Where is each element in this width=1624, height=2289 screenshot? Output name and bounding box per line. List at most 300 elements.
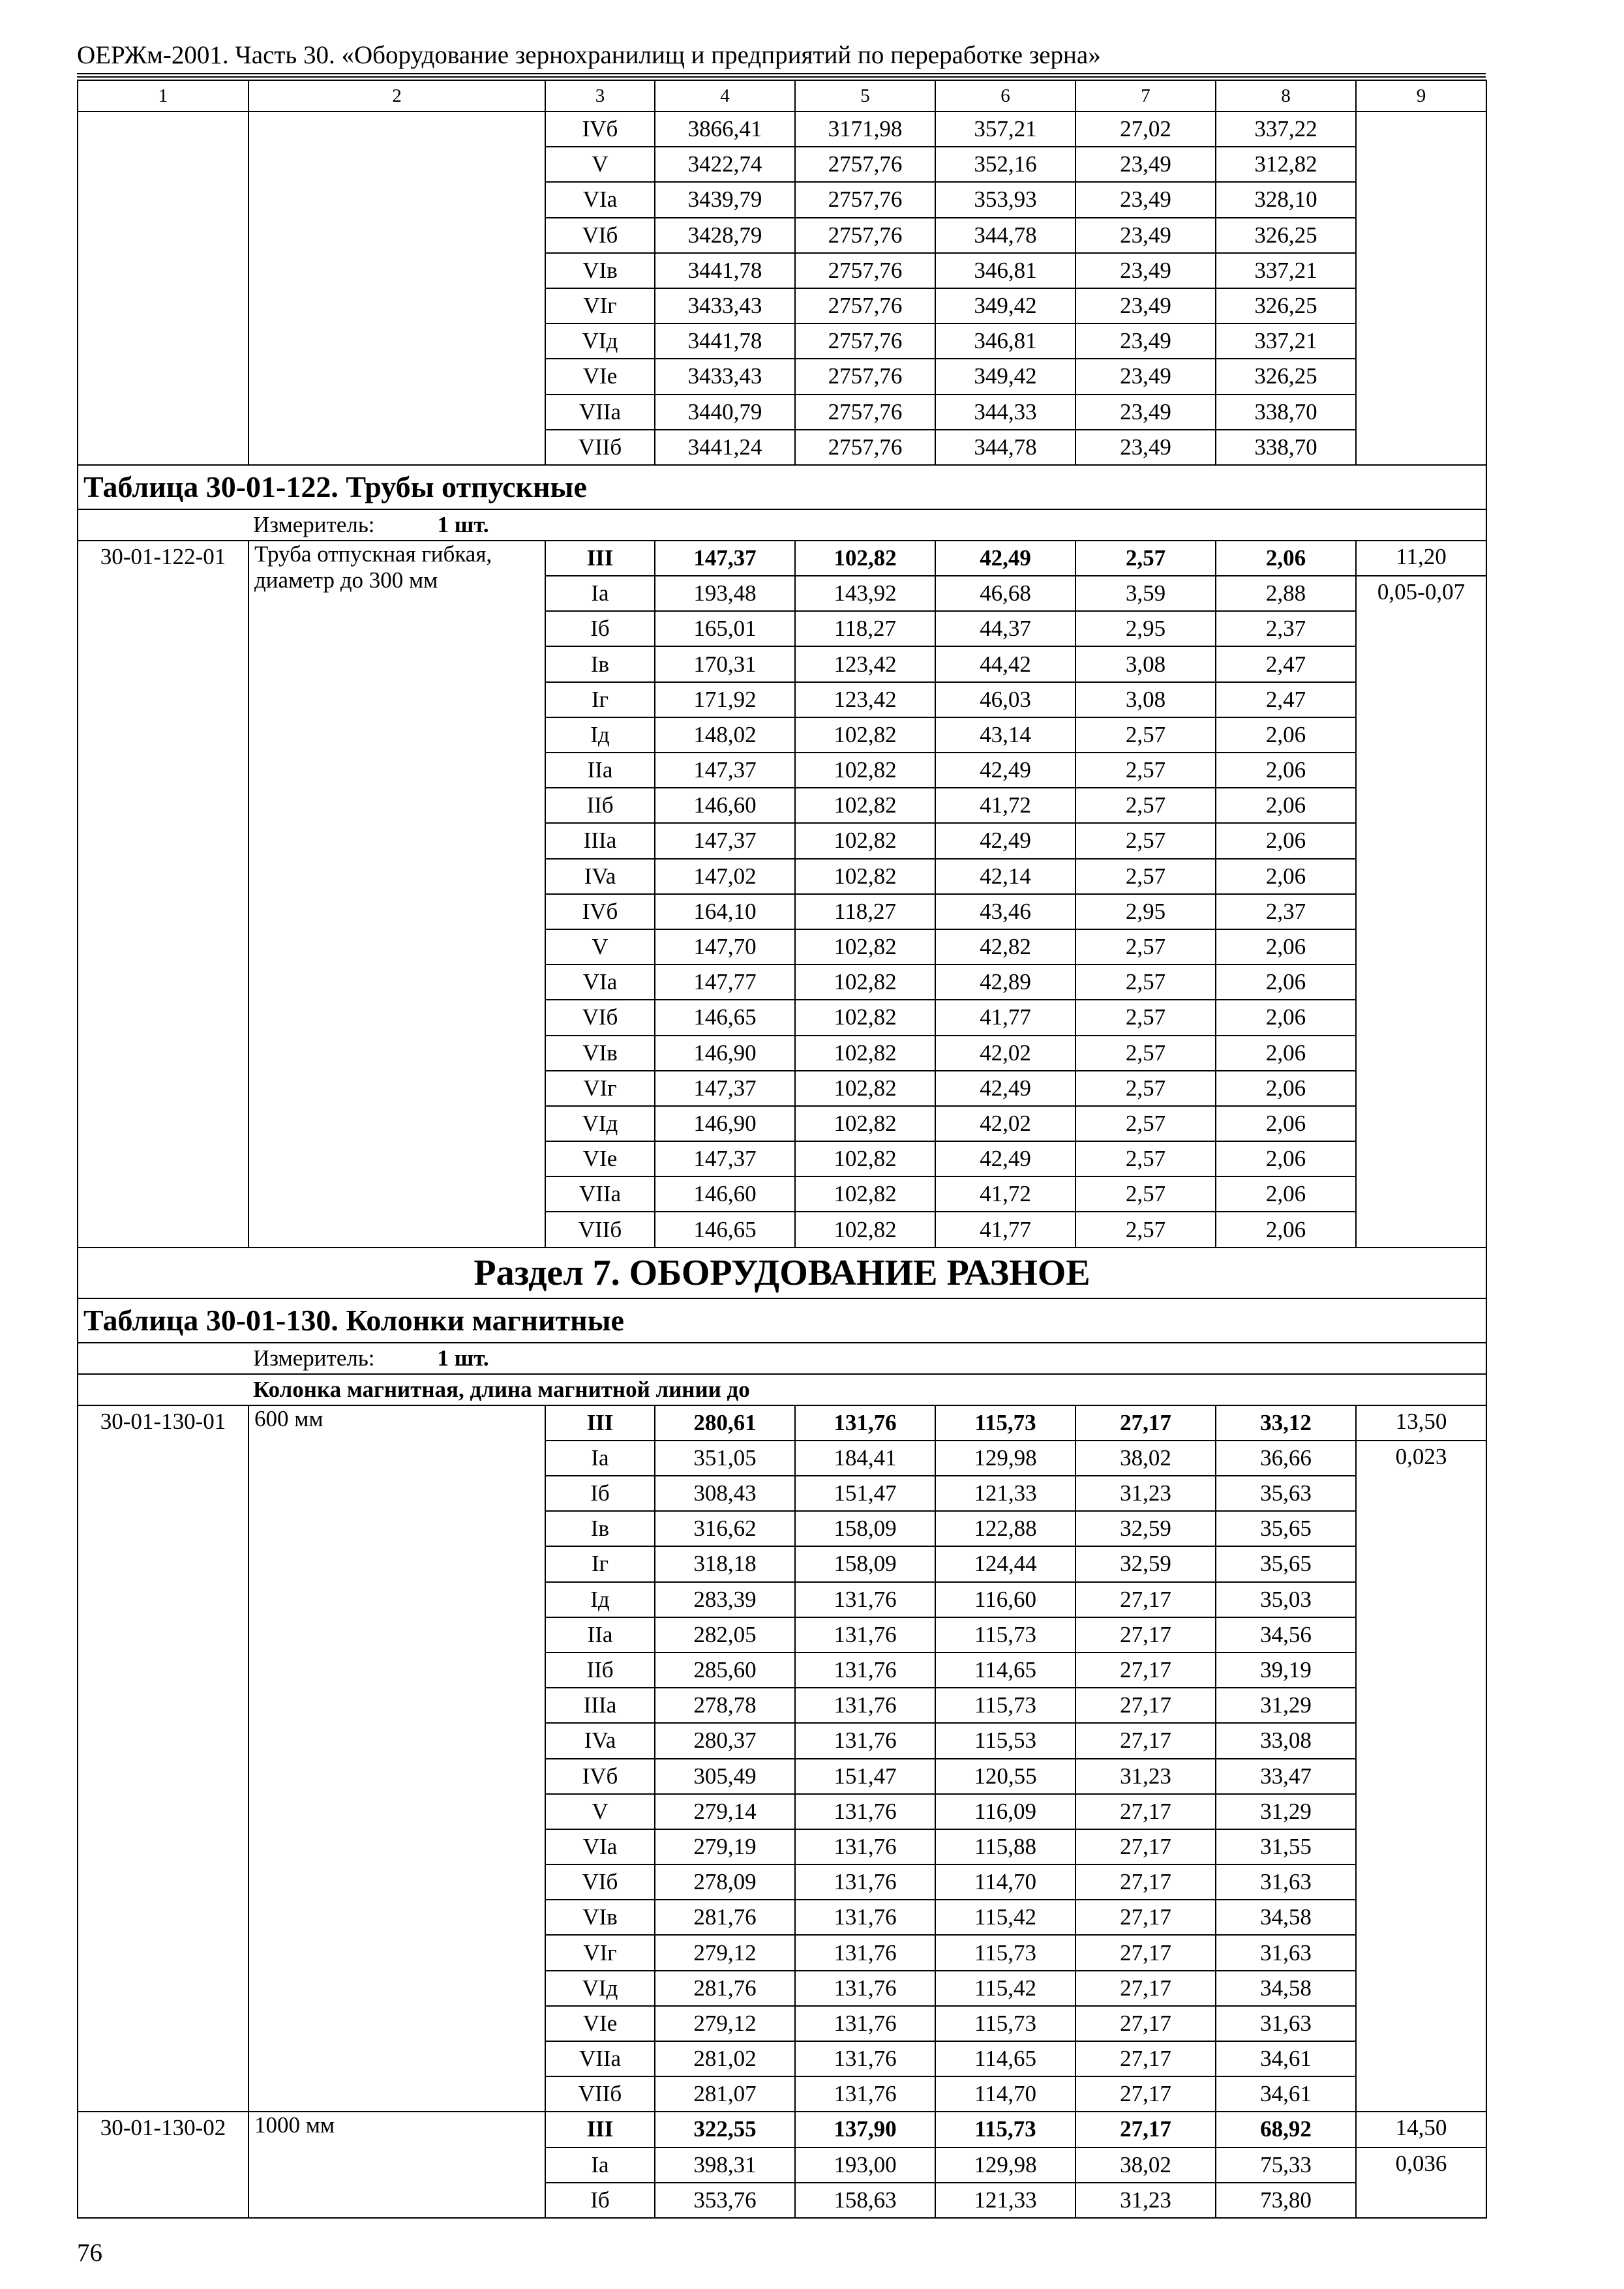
value-cell: 102,82 — [795, 965, 935, 1000]
value-cell: 158,09 — [795, 1546, 935, 1581]
value-cell: 33,08 — [1216, 1723, 1356, 1758]
section-title-row — [78, 1248, 1486, 1298]
value-cell: 102,82 — [795, 1212, 935, 1247]
value-cell: 131,76 — [795, 1794, 935, 1829]
value-cell: 3433,43 — [655, 359, 795, 394]
zone-code: VIб — [545, 218, 655, 253]
value-cell: 2,57 — [1075, 1000, 1216, 1035]
value-cell: 326,25 — [1216, 359, 1356, 394]
value-cell: 349,42 — [935, 359, 1075, 394]
value-cell: 351,05 — [655, 1441, 795, 1476]
price-table — [77, 80, 1486, 2219]
value-cell: 44,42 — [935, 646, 1075, 681]
value-cell: 2,06 — [1216, 788, 1356, 823]
value-cell: 27,17 — [1075, 1688, 1216, 1723]
value-cell: 38,02 — [1075, 2147, 1216, 2183]
value-cell: 41,77 — [935, 1212, 1075, 1247]
zone-code: VIe — [545, 1141, 655, 1176]
value-cell: 27,17 — [1075, 1971, 1216, 2006]
value-cell: 146,60 — [655, 788, 795, 823]
item-code: 30-01-122-01 — [78, 541, 248, 1248]
zone-code: VIa — [545, 965, 655, 1000]
value-cell: 42,14 — [935, 859, 1075, 894]
value-cell: 280,61 — [655, 1405, 795, 1441]
meter-label: Измеритель: — [253, 511, 375, 537]
value-cell: 2,57 — [1075, 541, 1216, 576]
value-cell: 27,17 — [1075, 1864, 1216, 1900]
value-cell: 131,76 — [795, 1935, 935, 1970]
value-cell: 2,95 — [1075, 894, 1216, 929]
value-cell: 75,33 — [1216, 2147, 1356, 2183]
value-cell: 3441,24 — [655, 430, 795, 465]
value-cell: 35,03 — [1216, 1582, 1356, 1617]
value-cell: 114,65 — [935, 2041, 1075, 2076]
item-code: 30-01-130-01 — [78, 1405, 248, 2112]
value-cell: 3441,78 — [655, 323, 795, 359]
value-cell: 2,06 — [1216, 859, 1356, 894]
note-cell: 11,20 — [1356, 541, 1486, 576]
value-cell: 282,05 — [655, 1617, 795, 1653]
zone-code: Iв — [545, 1511, 655, 1546]
value-cell: 39,19 — [1216, 1653, 1356, 1688]
value-cell: 131,76 — [795, 1688, 935, 1723]
value-cell: 193,00 — [795, 2147, 935, 2183]
value-cell: 2,57 — [1075, 929, 1216, 965]
value-cell: 316,62 — [655, 1511, 795, 1546]
value-cell: 42,49 — [935, 823, 1075, 858]
value-cell: 2,47 — [1216, 682, 1356, 717]
zone-code: VIд — [545, 323, 655, 359]
value-cell: 116,09 — [935, 1794, 1075, 1829]
column-number: 1 — [78, 80, 248, 112]
value-cell: 27,17 — [1075, 2041, 1216, 2076]
zone-code: IIa — [545, 753, 655, 788]
zone-code: VIд — [545, 1971, 655, 2006]
value-cell: 102,82 — [795, 1071, 935, 1106]
zone-code: IIб — [545, 1653, 655, 1688]
zone-code: V — [545, 929, 655, 965]
value-cell: 35,65 — [1216, 1511, 1356, 1546]
zone-code: VIг — [545, 1935, 655, 1970]
value-cell: 312,82 — [1216, 147, 1356, 182]
value-cell: 32,59 — [1075, 1546, 1216, 1581]
value-cell: 27,17 — [1075, 2076, 1216, 2112]
value-cell: 115,73 — [935, 2006, 1075, 2041]
value-cell: 147,70 — [655, 929, 795, 965]
note-cell: 14,50 — [1356, 2112, 1486, 2147]
note-cell: 0,036 — [1356, 2147, 1486, 2218]
value-cell: 115,73 — [935, 1688, 1075, 1723]
value-cell: 2,06 — [1216, 965, 1356, 1000]
value-cell: 137,90 — [795, 2112, 935, 2147]
value-cell: 31,63 — [1216, 2006, 1356, 2041]
table-row — [78, 112, 1486, 147]
zone-code: VIa — [545, 182, 655, 217]
value-cell: 337,21 — [1216, 323, 1356, 359]
value-cell: 279,14 — [655, 1794, 795, 1829]
column-number: 5 — [795, 80, 935, 112]
value-cell: 285,60 — [655, 1653, 795, 1688]
value-cell: 31,23 — [1075, 1759, 1216, 1794]
value-cell: 318,18 — [655, 1546, 795, 1581]
zone-code: Iд — [545, 717, 655, 753]
note-cell — [1356, 112, 1486, 465]
value-cell: 35,63 — [1216, 1476, 1356, 1511]
value-cell: 279,19 — [655, 1829, 795, 1864]
value-cell: 124,44 — [935, 1546, 1075, 1581]
value-cell: 42,82 — [935, 929, 1075, 965]
value-cell: 3441,78 — [655, 253, 795, 288]
value-cell: 2,06 — [1216, 1212, 1356, 1247]
value-cell: 146,60 — [655, 1176, 795, 1212]
value-cell: 2,06 — [1216, 1141, 1356, 1176]
zone-code: VIд — [545, 1106, 655, 1141]
value-cell: 123,42 — [795, 646, 935, 681]
value-cell: 27,17 — [1075, 1653, 1216, 1688]
value-cell: 114,70 — [935, 1864, 1075, 1900]
table-title-row — [78, 465, 1486, 509]
value-cell: 2,57 — [1075, 1071, 1216, 1106]
value-cell: 129,98 — [935, 2147, 1075, 2183]
zone-code: VIб — [545, 1864, 655, 1900]
item-name: 1000 мм — [248, 2112, 545, 2218]
item-name: Труба отпускная гибкая, диаметр до 300 мм — [248, 541, 545, 1248]
value-cell: 129,98 — [935, 1441, 1075, 1476]
zone-code: Iг — [545, 682, 655, 717]
value-cell: 102,82 — [795, 753, 935, 788]
meter-row — [78, 509, 1486, 541]
zone-code: IVa — [545, 1723, 655, 1758]
value-cell: 165,01 — [655, 611, 795, 646]
value-cell: 2,95 — [1075, 611, 1216, 646]
value-cell: 116,60 — [935, 1582, 1075, 1617]
value-cell: 3440,79 — [655, 395, 795, 430]
value-cell: 43,46 — [935, 894, 1075, 929]
value-cell: 23,49 — [1075, 147, 1216, 182]
value-cell: 2757,76 — [795, 395, 935, 430]
value-cell: 3,08 — [1075, 682, 1216, 717]
zone-code: Iб — [545, 1476, 655, 1511]
value-cell: 2,06 — [1216, 1036, 1356, 1071]
value-cell: 115,73 — [935, 1935, 1075, 1970]
value-cell: 27,17 — [1075, 1829, 1216, 1864]
value-cell: 2,47 — [1216, 646, 1356, 681]
value-cell: 27,17 — [1075, 1582, 1216, 1617]
value-cell: 2,57 — [1075, 753, 1216, 788]
value-cell: 281,76 — [655, 1971, 795, 2006]
value-cell: 31,63 — [1216, 1864, 1356, 1900]
value-cell: 337,21 — [1216, 253, 1356, 288]
zone-code: VIб — [545, 1000, 655, 1035]
value-cell: 131,76 — [795, 1829, 935, 1864]
value-cell: 33,47 — [1216, 1759, 1356, 1794]
value-cell: 146,90 — [655, 1036, 795, 1071]
value-cell: 338,70 — [1216, 395, 1356, 430]
zone-code: Iд — [545, 1582, 655, 1617]
value-cell: 164,10 — [655, 894, 795, 929]
zone-code: V — [545, 1794, 655, 1829]
value-cell: 68,92 — [1216, 2112, 1356, 2147]
zone-code: VIIб — [545, 2076, 655, 2112]
zone-code: IVб — [545, 894, 655, 929]
value-cell: 115,88 — [935, 1829, 1075, 1864]
value-cell: 147,37 — [655, 1141, 795, 1176]
zone-code: VIв — [545, 1036, 655, 1071]
value-cell: 146,90 — [655, 1106, 795, 1141]
value-cell: 281,07 — [655, 2076, 795, 2112]
value-cell: 308,43 — [655, 1476, 795, 1511]
value-cell: 121,33 — [935, 1476, 1075, 1511]
zone-code: VIIб — [545, 430, 655, 465]
value-cell: 41,72 — [935, 788, 1075, 823]
zone-code: VIIa — [545, 2041, 655, 2076]
item-code: 30-01-130-02 — [78, 2112, 248, 2218]
column-number: 3 — [545, 80, 655, 112]
value-cell: 2757,76 — [795, 218, 935, 253]
zone-code: IIIa — [545, 1688, 655, 1723]
value-cell: 338,70 — [1216, 430, 1356, 465]
value-cell: 102,82 — [795, 717, 935, 753]
value-cell: 147,77 — [655, 965, 795, 1000]
value-cell: 44,37 — [935, 611, 1075, 646]
value-cell: 2,06 — [1216, 753, 1356, 788]
value-cell: 131,76 — [795, 2041, 935, 2076]
meter — [78, 509, 1486, 541]
value-cell: 27,02 — [1075, 112, 1216, 147]
note-cell: 0,05-0,07 — [1356, 576, 1486, 1248]
value-cell: 46,68 — [935, 576, 1075, 611]
value-cell: 2,06 — [1216, 717, 1356, 753]
value-cell: 2,06 — [1216, 1106, 1356, 1141]
value-cell: 102,82 — [795, 859, 935, 894]
value-cell: 2,57 — [1075, 1036, 1216, 1071]
value-cell: 115,42 — [935, 1900, 1075, 1935]
value-cell: 2,06 — [1216, 1000, 1356, 1035]
zone-code: Iб — [545, 2183, 655, 2218]
zone-code: VIг — [545, 288, 655, 323]
value-cell: 2,57 — [1075, 1141, 1216, 1176]
value-cell: 34,58 — [1216, 1971, 1356, 2006]
page-header: ОЕРЖм-2001. Часть 30. «Оборудование зернохранилищ и предприятий по переработке зерна» — [77, 41, 1101, 69]
value-cell: 337,22 — [1216, 112, 1356, 147]
table-title: Таблица 30-01-130. Колонки магнитные — [78, 1298, 1486, 1343]
value-cell: 148,02 — [655, 717, 795, 753]
page-number: 76 — [77, 2239, 102, 2267]
value-cell: 328,10 — [1216, 182, 1356, 217]
value-cell: 118,27 — [795, 611, 935, 646]
value-cell: 102,82 — [795, 1141, 935, 1176]
value-cell: 2,37 — [1216, 894, 1356, 929]
column-number: 8 — [1216, 80, 1356, 112]
value-cell: 23,49 — [1075, 218, 1216, 253]
zone-code: VIIa — [545, 1176, 655, 1212]
value-cell: 158,09 — [795, 1511, 935, 1546]
value-cell: 353,76 — [655, 2183, 795, 2218]
value-cell: 42,02 — [935, 1036, 1075, 1071]
value-cell: 131,76 — [795, 1723, 935, 1758]
value-cell: 2,57 — [1075, 1212, 1216, 1247]
value-cell: 27,17 — [1075, 2006, 1216, 2041]
value-cell: 27,17 — [1075, 1900, 1216, 1935]
value-cell: 27,17 — [1075, 1794, 1216, 1829]
table-body — [78, 80, 1486, 2218]
column-number: 6 — [935, 80, 1075, 112]
header-rule — [77, 73, 1486, 78]
value-cell: 3422,74 — [655, 147, 795, 182]
value-cell: 23,49 — [1075, 253, 1216, 288]
note-cell: 0,023 — [1356, 1441, 1486, 2112]
value-cell: 131,76 — [795, 1900, 935, 1935]
value-cell: 42,49 — [935, 541, 1075, 576]
value-cell: 2,57 — [1075, 1106, 1216, 1141]
value-cell: 115,73 — [935, 2112, 1075, 2147]
value-cell: 42,02 — [935, 1106, 1075, 1141]
value-cell: 102,82 — [795, 788, 935, 823]
value-cell: 23,49 — [1075, 430, 1216, 465]
value-cell: 3171,98 — [795, 112, 935, 147]
value-cell: 2757,76 — [795, 253, 935, 288]
value-cell: 2757,76 — [795, 288, 935, 323]
value-cell: 352,16 — [935, 147, 1075, 182]
value-cell: 46,03 — [935, 682, 1075, 717]
zone-code: Ia — [545, 576, 655, 611]
column-number: 9 — [1356, 80, 1486, 112]
value-cell: 2,57 — [1075, 788, 1216, 823]
meter — [78, 1343, 1486, 1374]
table-row — [78, 541, 1486, 576]
value-cell: 151,47 — [795, 1759, 935, 1794]
zone-code: Iг — [545, 1546, 655, 1581]
value-cell: 3,59 — [1075, 576, 1216, 611]
value-cell: 43,14 — [935, 717, 1075, 753]
value-cell: 34,61 — [1216, 2076, 1356, 2112]
zone-code: III — [545, 2112, 655, 2147]
value-cell: 23,49 — [1075, 359, 1216, 394]
zone-code: VIIб — [545, 1212, 655, 1247]
value-cell: 23,49 — [1075, 395, 1216, 430]
zone-code: VIe — [545, 2006, 655, 2041]
value-cell: 344,78 — [935, 218, 1075, 253]
column-number: 2 — [248, 80, 545, 112]
value-cell: 131,76 — [795, 1405, 935, 1441]
value-cell: 305,49 — [655, 1759, 795, 1794]
value-cell: 42,89 — [935, 965, 1075, 1000]
value-cell: 2,06 — [1216, 929, 1356, 965]
value-cell: 31,29 — [1216, 1688, 1356, 1723]
value-cell: 131,76 — [795, 1617, 935, 1653]
value-cell: 27,17 — [1075, 2112, 1216, 2147]
value-cell: 349,42 — [935, 288, 1075, 323]
value-cell: 281,02 — [655, 2041, 795, 2076]
value-cell: 278,09 — [655, 1864, 795, 1900]
value-cell: 2,06 — [1216, 1071, 1356, 1106]
zone-code: IIa — [545, 1617, 655, 1653]
item-name — [248, 112, 545, 465]
rates-table — [77, 80, 1487, 2219]
value-cell: 147,37 — [655, 1071, 795, 1106]
value-cell: 23,49 — [1075, 288, 1216, 323]
value-cell: 2,88 — [1216, 576, 1356, 611]
meter-row — [78, 1343, 1486, 1374]
value-cell: 278,78 — [655, 1688, 795, 1723]
value-cell: 279,12 — [655, 2006, 795, 2041]
value-cell: 42,49 — [935, 753, 1075, 788]
value-cell: 115,42 — [935, 1971, 1075, 2006]
item-code — [78, 112, 248, 465]
value-cell: 158,63 — [795, 2183, 935, 2218]
value-cell: 2,57 — [1075, 965, 1216, 1000]
value-cell: 147,37 — [655, 823, 795, 858]
value-cell: 3433,43 — [655, 288, 795, 323]
value-cell: 193,48 — [655, 576, 795, 611]
meter-label: Измеритель: — [253, 1345, 375, 1371]
zone-code: VIIa — [545, 395, 655, 430]
value-cell: 121,33 — [935, 2183, 1075, 2218]
value-cell: 131,76 — [795, 1582, 935, 1617]
zone-code: VIe — [545, 359, 655, 394]
value-cell: 23,49 — [1075, 182, 1216, 217]
value-cell: 27,17 — [1075, 1405, 1216, 1441]
value-cell: 3866,41 — [655, 112, 795, 147]
value-cell: 346,81 — [935, 253, 1075, 288]
value-cell: 27,17 — [1075, 1723, 1216, 1758]
zone-code: VIa — [545, 1829, 655, 1864]
value-cell: 36,66 — [1216, 1441, 1356, 1476]
value-cell: 32,59 — [1075, 1511, 1216, 1546]
value-cell: 114,70 — [935, 2076, 1075, 2112]
zone-code: VIг — [545, 1071, 655, 1106]
value-cell: 280,37 — [655, 1723, 795, 1758]
zone-code: IVб — [545, 1759, 655, 1794]
zone-code: Iв — [545, 646, 655, 681]
zone-code: IIб — [545, 788, 655, 823]
value-cell: 353,93 — [935, 182, 1075, 217]
item-name: 600 мм — [248, 1405, 545, 2112]
value-cell: 33,12 — [1216, 1405, 1356, 1441]
value-cell: 344,78 — [935, 430, 1075, 465]
value-cell: 281,76 — [655, 1900, 795, 1935]
value-cell: 34,58 — [1216, 1900, 1356, 1935]
value-cell: 34,56 — [1216, 1617, 1356, 1653]
value-cell: 2757,76 — [795, 430, 935, 465]
table-row — [78, 2112, 1486, 2147]
value-cell: 283,39 — [655, 1582, 795, 1617]
value-cell: 146,65 — [655, 1212, 795, 1247]
table-title-row — [78, 1298, 1486, 1343]
value-cell: 42,49 — [935, 1071, 1075, 1106]
section-title: Раздел 7. ОБОРУДОВАНИЕ РАЗНОЕ — [78, 1248, 1486, 1298]
zone-code: VIв — [545, 253, 655, 288]
value-cell: 184,41 — [795, 1441, 935, 1476]
value-cell: 398,31 — [655, 2147, 795, 2183]
value-cell: 123,42 — [795, 682, 935, 717]
value-cell: 115,73 — [935, 1405, 1075, 1441]
value-cell: 102,82 — [795, 541, 935, 576]
value-cell: 31,63 — [1216, 1935, 1356, 1970]
value-cell: 102,82 — [795, 1106, 935, 1141]
value-cell: 41,72 — [935, 1176, 1075, 1212]
zone-code: V — [545, 147, 655, 182]
value-cell: 102,82 — [795, 929, 935, 965]
zone-code: IVa — [545, 859, 655, 894]
value-cell: 3439,79 — [655, 182, 795, 217]
value-cell: 322,55 — [655, 2112, 795, 2147]
value-cell: 2757,76 — [795, 323, 935, 359]
value-cell: 344,33 — [935, 395, 1075, 430]
zone-code: VIв — [545, 1900, 655, 1935]
value-cell: 2,37 — [1216, 611, 1356, 646]
value-cell: 2,57 — [1075, 823, 1216, 858]
